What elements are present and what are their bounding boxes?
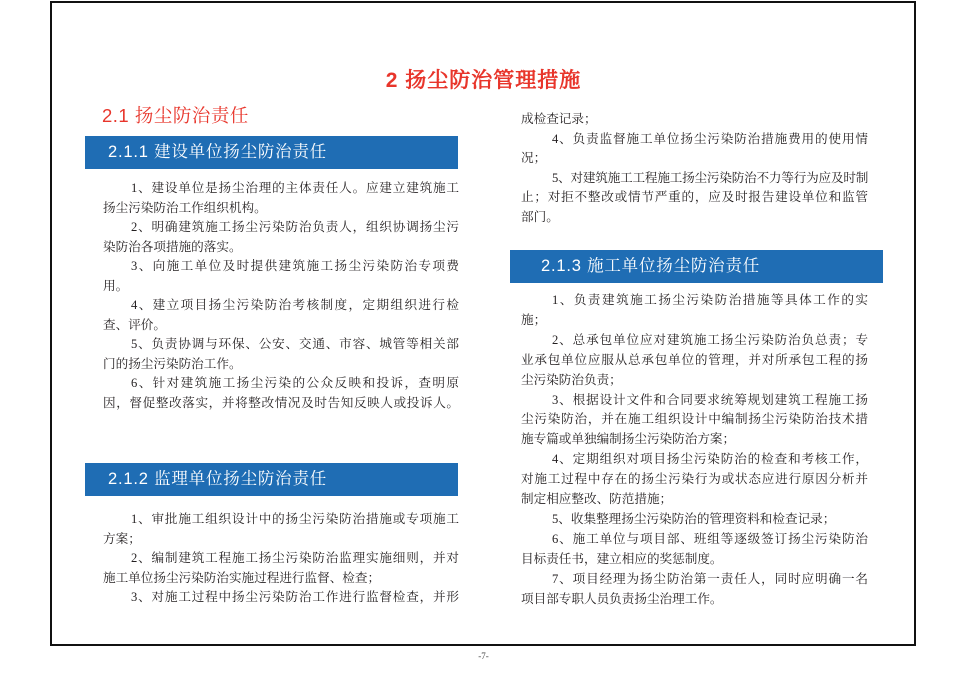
text-line: 2、编制建筑工程施工扬尘污染防治监理实施细则，并对 [131,551,459,565]
s211-item-3 [103,257,459,296]
text-line: 部门。 [521,209,559,224]
text-line: 尘污染防治负责； [521,372,622,387]
text-line: 5、对建筑施工工程施工扬尘污染防治不力等行为应及时制 [552,170,868,185]
text-line: 尘污染防治，并在施工组织设计中编制扬尘污染防治技术措 [521,412,868,427]
s211-item-2 [103,218,459,257]
text-line: 2、明确建筑施工扬尘污染防治负责人，组织协调扬尘污 [131,220,459,234]
s212-item-3-continued [521,110,868,130]
s211-item-4 [103,296,459,335]
s213-body [521,291,868,610]
s212-body-continued [521,110,868,228]
text-line: 门的扬尘污染防治工作。 [103,356,242,371]
s211-body [103,179,459,413]
subsection-banner-2-1-2 [85,463,458,496]
page-title: 2 扬尘防治管理措施 [385,69,582,92]
s212-item-1 [103,510,459,549]
s212-item-3 [103,588,459,608]
text-line: 施工单位扬尘污染防治实施过程进行监督、检查； [103,570,381,585]
text-line: 1、负责建筑施工扬尘污染防治措施等具体工作的实 [552,293,868,307]
s213-item-7 [521,570,868,610]
s211-item-5 [103,335,459,374]
s213-item-4 [521,450,868,510]
subsection-heading: 2.1.1 建设单位扬尘防治责任 [108,143,328,161]
text-line: 查、评价。 [103,317,166,332]
s213-item-1 [521,291,868,331]
text-line: 1、审批施工组织设计中的扬尘污染防治措施或专项施工 [131,512,459,526]
s212-body [103,510,459,608]
text-line: 因，督促整改落实，并将整改情况及时告知反映人或投诉人。 [103,395,459,410]
s211-item-1 [103,179,459,218]
text-line: 况； [521,151,547,166]
text-line: 制定相应整改、防范措施； [521,492,673,507]
text-line: 7、项目经理为扬尘防治第一责任人，同时应明确一名 [552,571,868,586]
text-line: 3、向施工单位及时提供建筑施工扬尘污染防治专项费 [131,259,459,273]
text-line: 施专篇或单独编制扬尘污染防治方案； [521,432,736,447]
text-line: 4、定期组织对项目扬尘污染防治的检查和考核工作， [552,452,868,467]
s212-item-2 [103,549,459,588]
s213-item-6 [521,530,868,570]
subsection-heading: 2.1.3 施工单位扬尘防治责任 [541,257,761,275]
s213-item-5 [521,510,868,530]
page-number: -7- [478,651,489,661]
text-line: 施； [521,312,547,327]
text-line: 扬尘污染防治工作组织机构。 [103,200,267,215]
subsection-banner-2-1-1 [85,136,458,169]
text-line: 方案； [103,531,141,546]
text-line: 3、对施工过程中扬尘污染防治工作进行监督检查，并形 [131,590,459,604]
s213-item-2 [521,331,868,391]
subsection-heading: 2.1.2 监理单位扬尘防治责任 [108,470,328,488]
s213-item-3 [521,391,868,451]
s212-item-4 [521,130,868,169]
text-line: 4、建立项目扬尘污染防治考核制度，定期组织进行检 [131,298,459,312]
s212-item-5 [521,169,868,228]
text-line: 1、建设单位是扬尘治理的主体责任人。应建立建筑施工 [131,181,459,195]
text-line: 3、根据设计文件和合同要求统筹规划建筑工程施工扬 [552,392,868,407]
text-line: 止；对拒不整改或情节严重的，应及时报告建设单位和监管 [521,190,868,205]
text-line: 2、总承包单位应对建筑施工扬尘污染防治负总责；专 [552,332,868,347]
text-line: 业承包单位应服从总承包单位的管理，并对所承包工程的扬 [521,352,868,367]
text-line: 项目部专职人员负责扬尘治理工作。 [521,591,723,606]
text-line: 6、针对建筑施工扬尘污染的公众反映和投诉，查明原 [131,376,459,390]
subsection-banner-2-1-3 [510,250,883,283]
text-line: 4、负责监督施工单位扬尘污染防治措施费用的使用情 [552,131,868,146]
text-line: 5、负责协调与环保、公安、交通、市容、城管等相关部 [131,337,459,351]
text-line: 5、收集整理扬尘污染防治的管理资料和检查记录； [552,511,836,526]
text-line: 对施工过程中存在的扬尘污染行为或状态应进行原因分析并 [521,472,868,487]
text-line: 染防治各项措施的落实。 [103,239,242,254]
text-line: 用。 [103,278,129,293]
text-line: 目标责任书，建立相应的奖惩制度。 [521,551,723,566]
section-heading-2-1: 2.1 扬尘防治责任 [102,105,249,126]
text-line: 6、施工单位与项目部、班组等逐级签订扬尘污染防治 [552,531,868,546]
text-line: 成检查记录； [521,112,597,126]
s211-item-6 [103,374,459,413]
